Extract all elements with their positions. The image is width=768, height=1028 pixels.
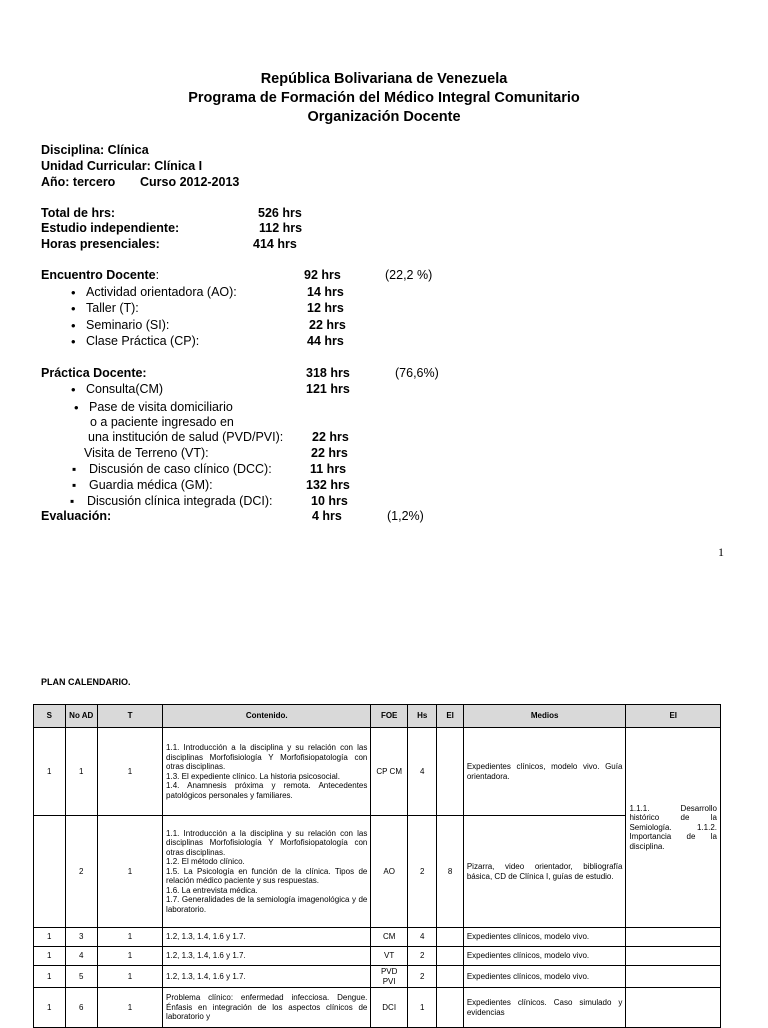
encuentro-item-cp: • Clase Práctica (CP): [86, 334, 199, 349]
hours-independiente-value: 112 hrs [259, 221, 303, 235]
encuentro-pct: (22,2 %) [385, 268, 433, 282]
cell-contenido: 1.2, 1.3, 1.4, 1.6 y 1.7. [163, 947, 371, 966]
cell-hs: 1 [407, 988, 436, 1028]
hours-presenciales-label: Horas presenciales: [41, 237, 160, 251]
encuentro-value: 92 hrs [304, 268, 341, 282]
evaluacion-value: 4 hrs [312, 509, 342, 523]
info-anio: Año: tercero [41, 175, 116, 189]
cell-contenido: 1.2, 1.3, 1.4, 1.6 y 1.7. [163, 928, 371, 947]
encuentro-item-ao-value: 14 hrs [307, 285, 344, 299]
cell-t: 1 [98, 988, 163, 1028]
hours-total-value: 526 hrs [258, 206, 302, 220]
encuentro-item-ao: • Actividad orientadora (AO): [86, 285, 237, 300]
practica-consulta-value: 121 hrs [306, 382, 350, 396]
col-header-medios: Medios [463, 705, 626, 728]
cell-ei [437, 947, 463, 966]
col-header-t: T [98, 705, 163, 728]
practica-consulta: • Consulta(CM) [86, 382, 163, 397]
contenido-item: 1.5. La Psicología en función de la clínica. Tipos de relación médico paciente y sus respuestas. [166, 866, 368, 886]
cell-ei [437, 928, 463, 947]
col-header-foe: FOE [371, 705, 408, 728]
cell-foe: CM [371, 928, 408, 947]
header-country: República Bolivariana de Venezuela [260, 71, 508, 87]
practica-terreno-value: 22 hrs [311, 446, 348, 460]
info-curso: Curso 2012-2013 [140, 175, 240, 189]
cell-hs: 2 [407, 947, 436, 966]
cell-ei: 8 [437, 816, 463, 928]
cell-medios: Expedientes clínicos, modelo vivo. [463, 947, 626, 966]
col-header-s: S [34, 705, 66, 728]
practica-item-dcc: ▪ Discusión de caso clínico (DCC): [89, 462, 272, 477]
cell-no: 4 [65, 947, 98, 966]
encuentro-heading: Encuentro Docente: [41, 268, 160, 282]
encuentro-item-si: • Seminario (SI): [86, 318, 169, 333]
plan-calendario-title: PLAN CALENDARIO. [41, 677, 131, 687]
cell-s: 1 [34, 947, 66, 966]
practica-heading: Práctica Docente: [41, 366, 147, 380]
cell-ei-2 [626, 988, 721, 1028]
practica-pase-line1: • Pase de visita domiciliario [89, 400, 233, 415]
hours-presenciales-value: 414 hrs [253, 237, 297, 251]
cell-foe: CP CM [371, 728, 408, 816]
hours-total-label: Total de hrs: [41, 206, 116, 220]
practica-item-dci-value: 10 hrs [311, 494, 348, 508]
practica-pase-line3: una institución de salud (PVD/PVI): [88, 430, 284, 444]
contenido-item: 1.7. Generalidades de la semiología imagenológica y de laboratorio. [166, 895, 368, 914]
cell-no: 2 [65, 816, 98, 928]
cell-s [34, 816, 66, 928]
header-subtitle: Organización Docente [307, 109, 461, 125]
cell-no: 1 [65, 728, 98, 816]
cell-ei-2 [626, 947, 721, 966]
practica-item-gm: ▪ Guardia médica (GM): [89, 478, 213, 493]
practica-pct: (76,6%) [395, 366, 439, 380]
practica-item-dci: ▪ Discusión clínica integrada (DCI): [87, 494, 273, 509]
cell-contenido: Problema clínico: enfermedad infecciosa. Dengue. Énfasis en integración de los aspectos clínicos de laboratorio y [163, 988, 371, 1028]
table-row [34, 947, 721, 966]
contenido-item: 1.1. Introducción a la disciplina y su relación con las disciplinas Morfofisiología Y Morfofisiopatología con otras disciplinas. [166, 743, 368, 771]
cell-t: 1 [98, 928, 163, 947]
page-number: 1 [718, 545, 724, 559]
table-row [34, 966, 721, 988]
contenido-item: 1.2. El método clínico. [166, 857, 245, 867]
cell-foe: DCI [371, 988, 408, 1028]
cell-ei [437, 966, 463, 988]
cell-s: 1 [34, 966, 66, 988]
cell-t: 1 [98, 947, 163, 966]
cell-foe: VT [371, 947, 408, 966]
practica-terreno: Visita de Terreno (VT): [84, 446, 209, 460]
cell-contenido: 1.2, 1.3, 1.4, 1.6 y 1.7. [163, 966, 371, 988]
col-header-contenido: Contenido. [163, 705, 371, 728]
cell-s: 1 [34, 988, 66, 1028]
evaluacion-heading: Evaluación: [41, 509, 112, 523]
col-header-ei-2: EI [626, 705, 721, 728]
plan-calendario-table [33, 704, 721, 1028]
cell-hs: 4 [407, 728, 436, 816]
info-unidad: Unidad Curricular: Clínica I [41, 159, 203, 173]
practica-item-gm-value: 132 hrs [306, 478, 350, 492]
table-row [34, 988, 721, 1028]
cell-ei-merged: 1.1.1. Desarrollo histórico de la Semiología. 1.1.2. Importancia de la disciplina. [626, 728, 721, 928]
cell-s: 1 [34, 728, 66, 816]
cell-contenido [163, 728, 371, 816]
cell-contenido [163, 816, 371, 928]
cell-foe: PVD PVI [371, 966, 408, 988]
contenido-item: 1.3. El expediente clínico. La historia psicosocial. [166, 771, 340, 781]
header-program: Programa de Formación del Médico Integral Comunitario [188, 90, 580, 106]
practica-pase-line2: o a paciente ingresado en [90, 415, 234, 429]
practica-item-dcc-value: 11 hrs [310, 462, 347, 476]
encuentro-item-t-value: 12 hrs [307, 301, 344, 315]
cell-no: 6 [65, 988, 98, 1028]
cell-medios: Expedientes clínicos, modelo vivo. [463, 966, 626, 988]
encuentro-item-cp-value: 44 hrs [307, 334, 344, 348]
cell-t: 1 [98, 816, 163, 928]
cell-ei [437, 988, 463, 1028]
cell-hs: 2 [407, 816, 436, 928]
cell-ei-2 [626, 966, 721, 988]
cell-foe: AO [371, 816, 408, 928]
table-row [34, 928, 721, 947]
table-header-row [34, 705, 721, 728]
contenido-item: 1.6. La entrevista médica. [166, 885, 258, 895]
cell-ei-2 [626, 928, 721, 947]
cell-medios: Expedientes clínicos, modelo vivo. Guía orientadora. [463, 728, 626, 816]
evaluacion-pct: (1,2%) [387, 509, 424, 523]
cell-medios: Pizarra, video orientador, bibliografía básica, CD de Clínica I, guías de estudio. [463, 816, 626, 928]
cell-t: 1 [98, 966, 163, 988]
table-row [34, 728, 721, 816]
cell-no: 5 [65, 966, 98, 988]
contenido-item: 1.4. Anamnesis próxima y remota. Antecedentes patológicos personales y familiares. [166, 781, 368, 800]
cell-medios: Expedientes clínicos. Caso simulado y evidencias [463, 988, 626, 1028]
col-header-ei: EI [437, 705, 463, 728]
hours-independiente-label: Estudio independiente: [41, 221, 180, 235]
cell-ei [437, 728, 463, 816]
contenido-item: 1.1. Introducción a la disciplina y su relación con las disciplinas Morfofisiología Y Morfofisiopatología con otras disciplinas. [166, 828, 368, 857]
practica-pase-value: 22 hrs [312, 430, 349, 444]
cell-medios: Expedientes clínicos, modelo vivo. [463, 928, 626, 947]
cell-no: 3 [65, 928, 98, 947]
cell-s: 1 [34, 928, 66, 947]
col-header-no-ad: No AD [65, 705, 98, 728]
cell-hs: 4 [407, 928, 436, 947]
table-row [34, 816, 721, 928]
practica-value: 318 hrs [306, 366, 350, 380]
cell-hs: 2 [407, 966, 436, 988]
encuentro-item-si-value: 22 hrs [309, 318, 346, 332]
cell-t: 1 [98, 728, 163, 816]
info-disciplina: Disciplina: Clínica [41, 143, 149, 157]
col-header-hs: Hs [407, 705, 436, 728]
encuentro-item-t: • Taller (T): [86, 301, 139, 316]
